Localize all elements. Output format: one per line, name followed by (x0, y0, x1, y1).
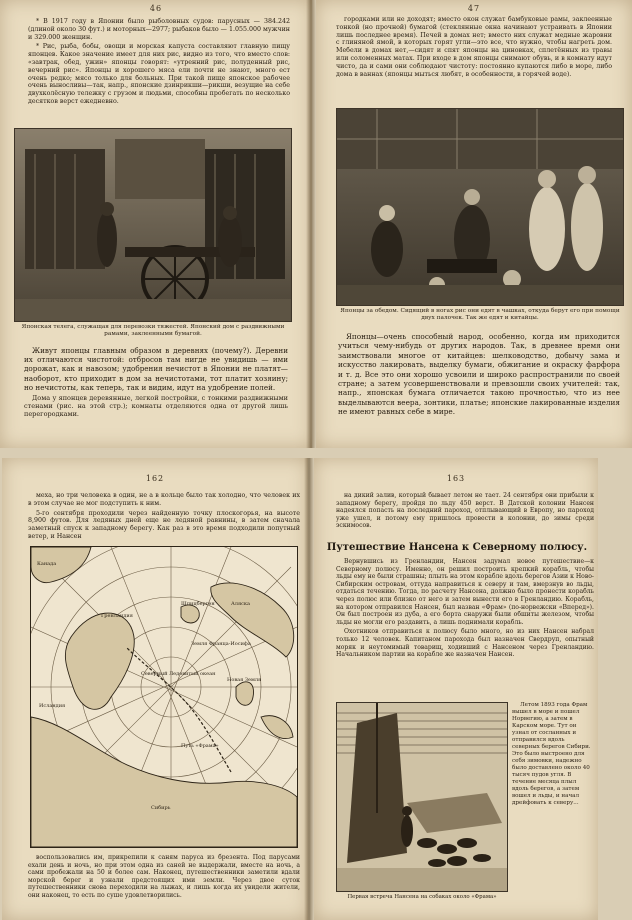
photo-caption: Японцы за обедом. Сидящий в ногах рис они едят в чашках, откуда берут его при помощи двух палочек. Так же едят и китайцы. (340, 308, 620, 322)
photo-illustration (15, 129, 291, 321)
map-label: Гренландия (101, 613, 133, 619)
body-text-bottom (28, 854, 300, 902)
page-number: 163 (446, 474, 466, 483)
section-heading: Путешествие Нансена к Северному полюсу. (326, 542, 588, 553)
footnote-text (28, 18, 290, 108)
top-left-page (0, 0, 312, 448)
photo-caption: Японская телега, служащая для перевозки тяжестей. Японский дом с раздвижными рамами, заклеенными бумагой. (21, 324, 285, 338)
map-label: Исландия (39, 703, 66, 709)
page-number: 162 (145, 474, 165, 483)
page-number: 47 (467, 4, 481, 13)
body-text-top (28, 492, 300, 543)
body-paragraph: Японцы—очень способный народ, особенно, когда им приходится учиться чему-нибудь от других народов. Так, в древнее время они заимствовали многое от китайцев: шелководство, добычу зама и искусство лакировать, выделку бумаги, обжигание и окраску фарфора и т. д. Все это они хорошо усвоили и широко распространили по своей стране; а затем усовершенствовали и превзошли своих учителей: так, напр., японская бумага отличается такою прочностью, что из нее выделываются веера, зонтики, платье; японские лакированные изделия не имеют равных себе в мире. (338, 332, 620, 417)
body-paragraph: Охотников отправиться к полюсу было много, но из них Нансен набрал только 12 человек. Капитаном парохода был назначен Свердруп, опытный моряк и неутомимый товарищ, ходивший с Нансеном через Гренландию. Начальником партии на корабле же назначен Нансен. (336, 628, 594, 659)
engraving-fram (336, 702, 508, 892)
body-paragraph: городками или не доходят; вместо окон служат бамбуковые рамы, заклеенные тонкой (но прочной) бумагой (стеклянные окна начинают устраивать в Японии лишь последнее время). Печей в домах нет; вместо них служат медные жаровни с глиняной ямой, в которых горят угли—это все, что нужно, чтобы нагреть дом. Мебели в домах нет,—сидят и спят японцы на циновках, сплетённых из травы или соломенных матах. При входе в дом японцы снимают обувь, и в комнату идут чисто, да и сами они соблюдают чистоту: постоянно купаются либо в море, либо дома в ваннах (японцы мыться любят, в особенности, в горячей воде). (336, 16, 612, 78)
photo-japanese-meal (336, 108, 624, 306)
map-label: Северный Ледовитый океан (141, 671, 216, 677)
map-label: Новая Земля (227, 677, 262, 683)
map-label: Шпицберген (181, 601, 215, 607)
body-paragraph: на дикий залив, который бывает летом не тает. 24 сентября они прибыли к западному берегу, пройдя по льду 450 верст. В Датской колонии Нансен надеялся попасть на последний пароход, отплывающий в Европу, но пароход уже ушел, и потому ему пришлось провести в колонии, до зимы среди эскимосов. (336, 492, 594, 530)
bottom-left-page (2, 458, 308, 920)
map-label: Аляска (231, 601, 251, 607)
arctic-map (30, 546, 298, 848)
photo-japanese-cart (14, 128, 292, 322)
side-text (512, 702, 594, 809)
body-text (24, 346, 288, 420)
engraving-illustration (337, 703, 507, 891)
map-label: Сибирь (151, 805, 171, 811)
body-paragraph: Вернувшись из Гренландии, Нансен задумал новое путешествие—к Северному полюсу. Именно, он решил построить крепкий корабль, чтобы льды ему не были страшны; плыть на этом корабле вдоль берегов Азии к Ново-Сибирским островам, оттуда направиться к северу и там, вмерзнув во льды, отдаться течению. Тогда, по расчету Нансена, должно было пронести корабль через полюс или близко от него и затем вынести его в Гренландию. Корабль, на котором отправился Нансен, был назван «Фрам» (по-норвежски «Вперед»). Он был построен из дуба, а его борта снаружи были обшиты железом, чтобы льды не могли его раздавить, а лишь поднимали корабль. (336, 558, 594, 626)
body-text-middle (336, 558, 594, 661)
body-text-top (336, 16, 612, 80)
top-right-page (316, 0, 632, 448)
page-number: 46 (149, 4, 163, 13)
map-label: Канада (37, 561, 57, 567)
body-paragraph: Живут японцы главным образом в деревнях (почему?). Деревни их отличаются чистотой: отбросов там нигде не увидишь — ими дорожат, как и навозом; удобрения нечистот в Японии не платят—наоборот, кто приходит в дом за нечистотами, тот платит хозяину; но нечистоты, как теперь, так и видим, идут на удобрение полей. (24, 346, 288, 392)
engraving-caption: Первая встреча Нансена на собаках около «Фрама» (347, 894, 497, 900)
footnote-1: * В 1917 году в Японии было рыболовных судов: парусных — 384.242 (длиной около 30 фут.) и моторных—2977; рыбаков было — 1.055.000 мужчин и 329.000 женщин. (28, 18, 290, 41)
footnote-2: * Рис, рыба, бобы, овощи и морская капуста составляют главную пищу японцев. Какое значение имеет для них рис, видно из того, что вместо слов: «завтрак, обед, ужин» японцы говорят: «утренний рис, полуденный рис, вечерний рис». Японцы и хорошего мяса ели почти не знают, много ест очень редко; мясо только для больных. При такой пище японское рабочее очень выносливы—так, напр., японские дзинрикши—рикши, везущие на себе двухколёсную тележку с грузом и людьми, способны пробегать по несколько десятков верст ежедневно. (28, 43, 290, 105)
top-gutter (306, 0, 316, 448)
bottom-gutter (304, 458, 314, 920)
map-label: Земля Франца-Иосифа (191, 641, 251, 647)
body-paragraph: 5-го сентября проходили через найденную точку плоскогорья, на высоте 8,900 футов. Для ледяных дней еще не ледяной равнины, в затем сначала заметный спуск к западному берегу. Как раз в это время подходили попутный ветер, и Нансен (28, 509, 300, 540)
body-text-bottom (338, 332, 620, 419)
body-paragraph: воспользовались им, прикрепили к саням паруса из брезента. Под парусами ехали день и ночь, но при этом одна из саней не выдержали, вместе на ночь, а сами пробежали на 50 и более сам. Наконец, путешественники заметили вдали морской берег и узнали предстоящих ими земли. Через двое суток путешественники снова переходили на лыжах, и лишь когда их увидели жители, они наконец, то есть по суше удовлетворились. (28, 854, 300, 899)
body-paragraph: Дома у японцев деревянные, легкой постройки, с тонкими раздвижными стенами (рис. на этой стр.); комнаты отделяются одна от другой лишь перегородками. (24, 394, 288, 419)
map-illustration (31, 547, 297, 847)
photo-illustration (337, 109, 623, 305)
body-paragraph: Летом 1893 года Фрам вышел в море и пошел Норвегию, а затем в Карском море. Тут он узнал от сосланных и отправился вдоль северных берегов Сибири. Это было выстроено для себя зимовки, надежно было доставлено около 40 тысяч пудов угля. В течение месяца плыл вдоль берегов, а затем вошел и льды, и начал дрейфовать к северу... (512, 702, 591, 806)
body-text-top (336, 492, 594, 532)
bottom-right-page (314, 458, 598, 920)
body-paragraph: меха, но три человека в один, не а в кольце было так холодно, что человек их в этом случае не мог подступить к ним. (28, 492, 300, 507)
map-label: Путь «Фрама» (181, 743, 219, 749)
